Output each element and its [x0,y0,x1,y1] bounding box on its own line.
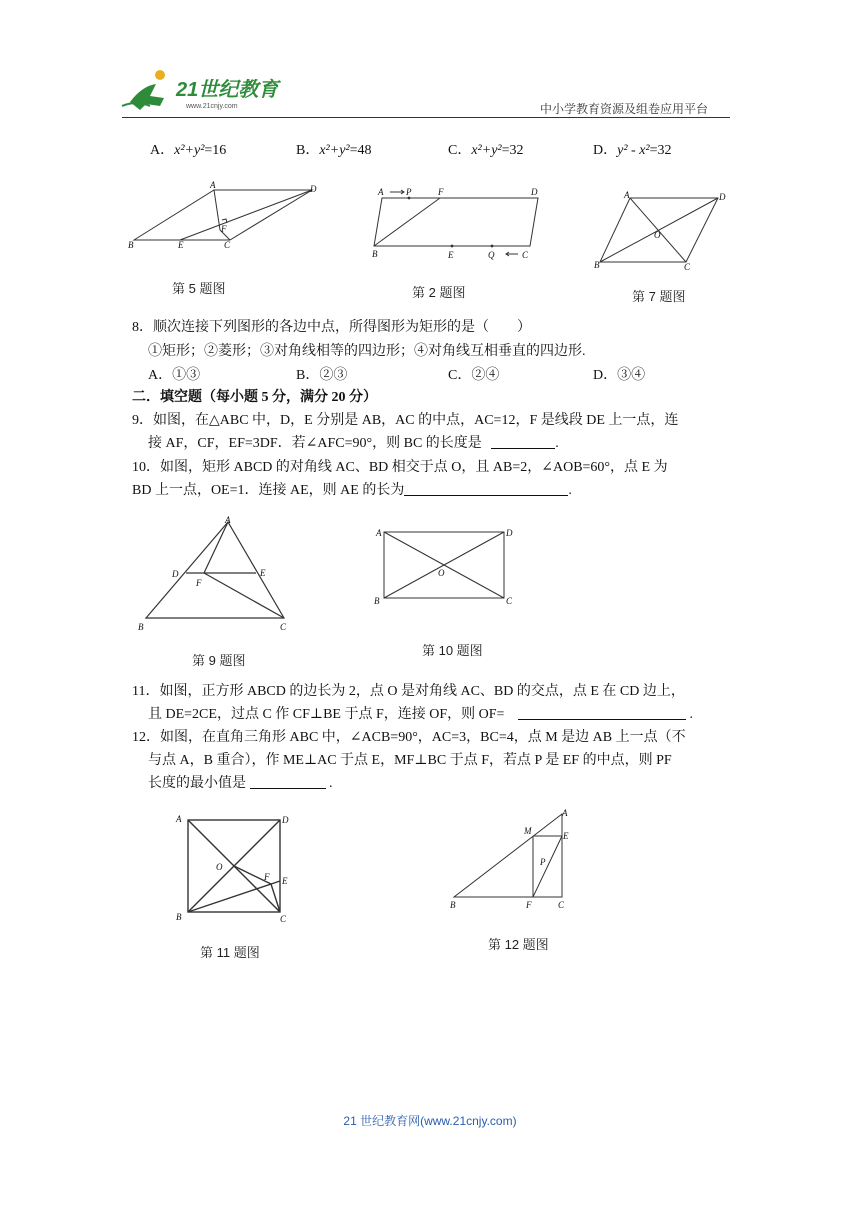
caption-fig10: 第 10 题图 [422,643,483,658]
svg-text:C: C [684,262,691,270]
footer-link[interactable]: 21 世纪教育网(www.21cnjy.com) [343,1114,517,1128]
svg-text:F: F [526,900,532,910]
svg-text:A: A [376,528,382,538]
q8-option-a: A．①③ [148,368,201,383]
option-c: C．x²+y²=32 [448,143,524,158]
q11-line1: 11．如图，正方形 ABCD 的边长为 2，点 O 是对角线 AC、BD 的交点，点 E 在 CD 边上， [132,684,685,699]
svg-text:E: E [178,240,184,250]
figure-11 [170,808,300,924]
svg-text:P: P [406,187,412,197]
svg-text:C: C [280,914,287,924]
svg-text:E: E [563,831,569,841]
caption-fig7: 第 7 题图 [632,289,686,304]
option-a: A．x²+y²=16 [150,143,227,158]
svg-text:B: B [450,900,456,910]
svg-text:F: F [264,872,270,882]
figure-7 [592,188,732,270]
svg-text:D: D [506,528,513,538]
svg-text:M: M [524,826,532,836]
header-rule [122,117,730,118]
option-b: B．x²+y²=48 [296,143,372,158]
svg-text:B: B [128,240,134,250]
svg-text:B: B [594,260,600,270]
svg-text:D: D [310,184,317,194]
q8-option-b: B．②③ [296,368,348,383]
q8-stem: 8．顺次连接下列图形的各边中点，所得图形为矩形的是（ ） [132,320,531,335]
site-logo [120,66,300,114]
q8-option-c: C．②④ [448,368,500,383]
svg-text:E: E [260,568,266,578]
svg-text:D: D [719,192,726,202]
svg-text:D: D [531,187,538,197]
q11-answer-blank [518,705,686,720]
logo-url: www.21cnjy.com [186,103,238,110]
q12-line2: 与点 A，B 重合），作 ME⊥AC 于点 E，MF⊥BC 于点 F，若点 P 是 EF 的中点，则 PF [148,753,672,768]
svg-text:A: A [378,187,384,197]
figure-2 [370,184,540,264]
svg-text:O: O [654,230,661,240]
svg-text:A: A [624,190,630,200]
svg-text:P: P [540,857,546,867]
svg-text:E: E [282,876,288,886]
svg-text:B: B [176,912,182,922]
svg-text:D: D [172,569,179,579]
svg-text:Q: Q [488,250,495,260]
header [0,0,860,120]
svg-text:C: C [506,596,513,606]
caption-fig2: 第 2 题图 [412,285,466,300]
caption-fig12: 第 12 题图 [488,937,549,952]
q12-line1: 12．如图，在直角三角形 ABC 中，∠ACB=90°，AC=3，BC=4，点 M 是边 AB 上一点（不 [132,730,686,745]
svg-text:A: A [562,808,568,818]
svg-text:F: F [438,187,444,197]
svg-text:B: B [372,249,378,259]
q11-line2: 且 DE=2CE，过点 C 作 CF⊥BE 于点 F，连接 OF，则 OF= . [148,707,693,722]
svg-text:O: O [216,862,223,872]
platform-name: 中小学教育资源及组卷应用平台 [540,102,709,116]
q9-answer-blank [491,434,555,449]
q12-answer-blank [250,774,326,789]
svg-text:A: A [210,180,216,190]
q10-answer-blank [404,481,568,496]
svg-text:B: B [138,622,144,632]
figure-12 [444,808,576,912]
q8-items: ①矩形；②菱形；③对角线相等的四边形；④对角线互相垂直的四边形. [148,344,586,359]
caption-fig11: 第 11 题图 [200,945,260,960]
caption-fig5: 第 5 题图 [172,281,226,296]
svg-text:A: A [225,515,231,525]
svg-text:C: C [224,240,231,250]
figure-9 [134,512,298,636]
svg-text:O: O [438,568,445,578]
svg-text:D: D [282,815,289,825]
q10-line2: BD 上一点，OE=1．连接 AE，则 AE 的长为 . [132,483,572,498]
section-title: 二．填空题（每小题 5 分，满分 20 分） [132,390,377,405]
svg-text:A: A [176,814,182,824]
svg-text:C: C [280,622,287,632]
q12-line3: 长度的最小值是 . [148,776,333,791]
q9-line2: 接 AF，CF，EF=3DF．若∠AFC=90°，则 BC 的长度是 . [148,436,559,451]
q8-option-d: D．③④ [593,368,646,383]
option-d: D．y² - x²=32 [593,143,672,158]
q9-line1: 9．如图，在△ABC 中，D，E 分别是 AB，AC 的中点，AC=12，F 是线段 DE 上一点，连 [132,413,679,428]
q10-line1: 10．如图，矩形 ABCD 的对角线 AC、BD 相交于点 O，且 AB=2，∠AOB=60°，点 E 为 [132,460,668,475]
svg-text:C: C [522,250,529,260]
logo-text: 21世纪教育 [176,79,279,101]
svg-text:F: F [196,578,202,588]
svg-text:E: E [448,250,454,260]
svg-text:F: F [221,224,227,234]
figure-5 [122,178,322,253]
svg-text:B: B [374,596,380,606]
svg-text:C: C [558,900,565,910]
caption-fig9: 第 9 题图 [192,653,246,668]
figure-10 [372,524,522,608]
